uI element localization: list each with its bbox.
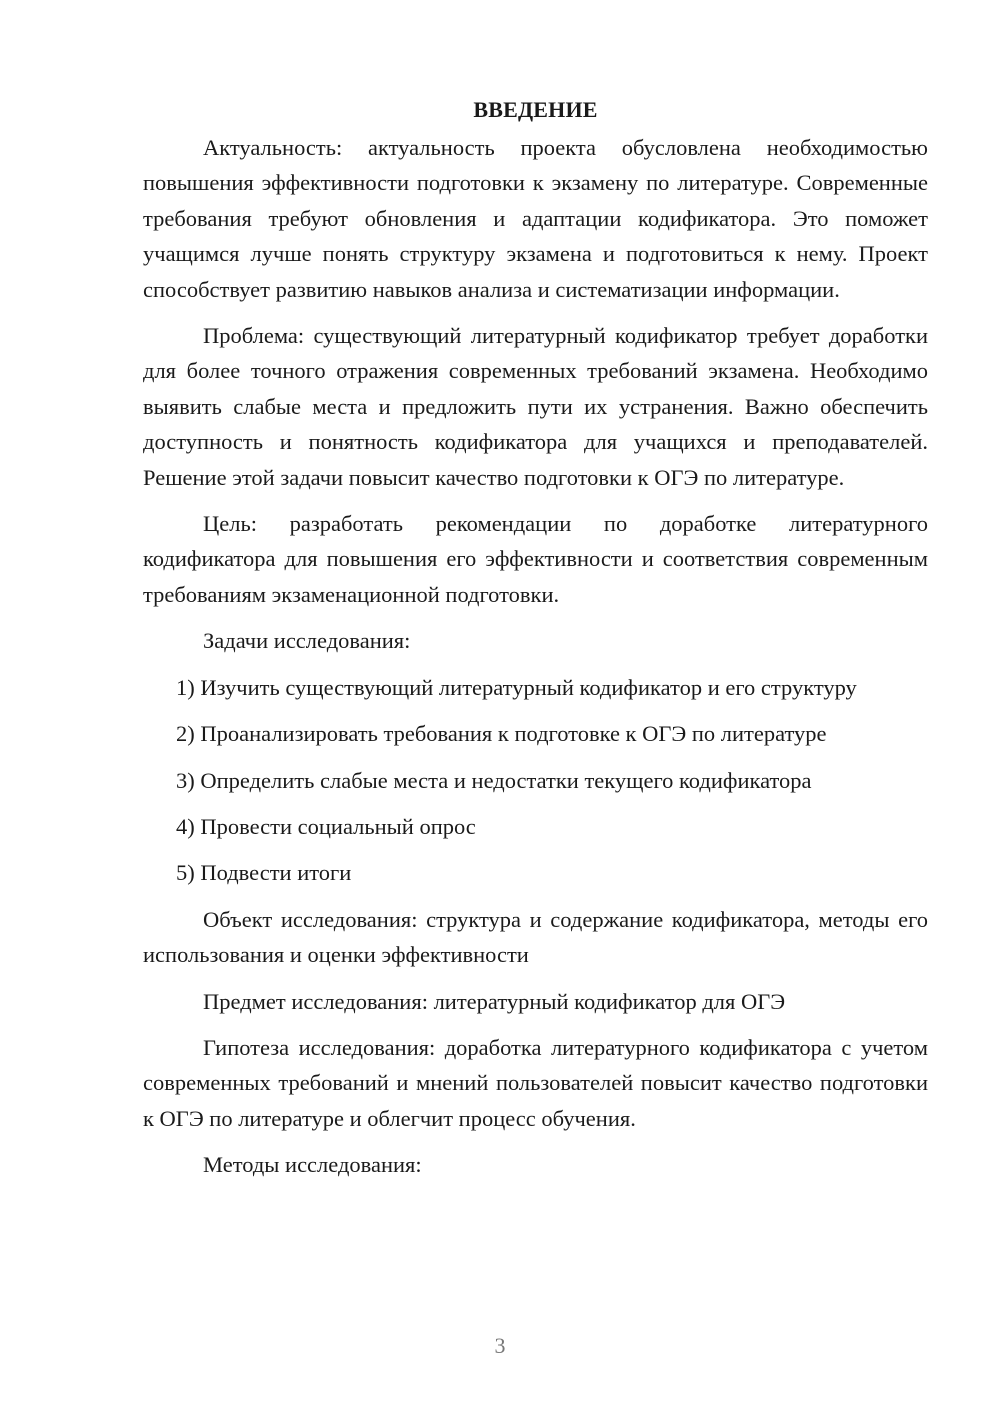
page-number: 3 bbox=[494, 1333, 506, 1358]
methods-heading: Методы исследования: bbox=[203, 1152, 422, 1178]
subject-paragraph: Предмет исследования: литературный кодификатор для ОГЭ bbox=[203, 988, 786, 1014]
problem-paragraph: Проблема: существующий литературный кодификатор требует доработки для более точного отражения современных требований экзамена. Необходимо выявить слабые места и предложить пути их устранения. Важно обеспечить доступность и понятность кодификатора для учащихся и преподавателей. Решение этой задачи повысит качество подготовки к ОГЭ по литературе. bbox=[143, 323, 928, 490]
tasks-heading: Задачи исследования: bbox=[203, 628, 411, 654]
hypothesis-paragraph: Гипотеза исследования: доработка литературного кодификатора с учетом современных требований и мнений пользователей повысит качество подготовки к ОГЭ по литературе и облегчит процесс обучения. bbox=[143, 1034, 928, 1131]
relevance-paragraph: Актуальность: актуальность проекта обусловлена необходимостью повышения эффективности подготовки к экзамену по литературе. Современные требования требуют обновления и адаптации кодификатора. Это поможет учащимся лучше понять структуру экзамена и подготовиться к нему. Проект способствует развитию навыков анализа и систематизации информации. bbox=[143, 135, 928, 302]
goal-paragraph: Цель: разработать рекомендации по доработке литературного кодификатора для повышения его эффективности и соответствия современным требованиям экзаменационной подготовки. bbox=[143, 511, 928, 607]
section-title: ВВЕДЕНИЕ bbox=[473, 97, 598, 122]
task-item-3: 3) Определить слабые места и недостатки текущего кодификатора bbox=[176, 767, 812, 793]
document-page bbox=[143, 95, 928, 1183]
task-item-4: 4) Провести социальный опрос bbox=[176, 813, 476, 839]
task-item-1: 1) Изучить существующий литературный кодификатор и его структуру bbox=[176, 674, 857, 700]
task-item-5: 5) Подвести итоги bbox=[176, 860, 352, 886]
task-item-2: 2) Проанализировать требования к подготовке к ОГЭ по литературе bbox=[176, 721, 827, 747]
object-paragraph: Объект исследования: структура и содержание кодификатора, методы его использования и оценки эффективности bbox=[143, 906, 928, 968]
